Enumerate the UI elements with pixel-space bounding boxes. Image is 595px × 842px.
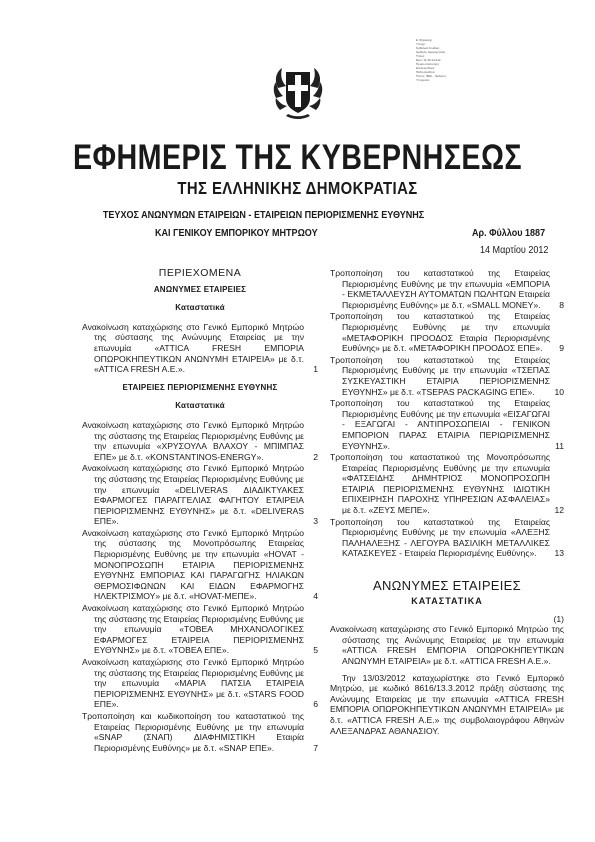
entry-text: Ανακοίνωση καταχώρισης στο Γενικό Εμπορικό Μητρώο της σύστασης της Μονοπρόσωπης Εταιρείας Περιορισμένης Ευθύνης με την επωνυμία «HOVAT - ΜΟΝΟΠΡΟΣΩΠΗ ΕΤΑΙΡΙΑ ΠΕΡΙΟΡΙΣΜΕΝΗΣ ΕΥΘΥΝΗΣ ΕΜΠΟΡΙΑΣ ΚΑΙ ΠΑΡΑΓΩΓΗΣ ΗΛΙΑΚΩΝ ΘΕΡΜΟΣΙΦΩΝΩΝ ΚΑΙ ΕΙΔΩΝ ΕΦΑΡΜΟΓΗΣ ΗΛΕΚΤΡΙΣΜΟΥ» με δ.τ. «HOVAT-ΜΕΠΕ». xyxy=(82,527,304,602)
notice-number: (1) xyxy=(553,614,564,625)
contents-entry[interactable] xyxy=(330,268,564,310)
entry-page-number: 2 xyxy=(313,451,318,462)
contents-entry[interactable] xyxy=(82,711,318,753)
signature-line: Προσωποποίηση: xyxy=(416,62,440,66)
signature-line: Τίτλος: xyxy=(416,54,426,58)
issue-type-line-1: ΤΕΥΧΟΣ ΑΝΩΝΥΜΩΝ ΕΤΑΙΡΕΙΩΝ - ΕΤΑΙΡΕΙΩΝ ΠΕΡΙΟΡΙΣΜΕΝΗΣ ΕΥΘΥΝΗΣ xyxy=(102,209,425,221)
issue-type-line-2: ΚΑΙ ΓΕΝΙΚΟΥ ΕΜΠΟΡΙΚΟΥ ΜΗΤΡΩΟΥ xyxy=(155,227,318,239)
contents-entry[interactable] xyxy=(330,452,564,516)
entry-text: Τροποποίηση και κωδικοποίηση του καταστατικού της Εταιρείας Περιορισμένης Ευθύνης με την επωνυμία «SNAP (ΣΝΑΠ) ΔΙΑΦΗΜΙΣΤΙΚΗ Εταιρία Περιορισμένης Ευθύνης» με δ.τ. «SNAP ΕΠΕ». xyxy=(82,710,304,753)
signature-line: Ώρα: 11:30:14 Ε.Ε. xyxy=(416,58,442,62)
entry-page-number: 4 xyxy=(313,591,318,602)
notice-title: Ανακοίνωση καταχώρισης στο Γενικό Εμπορικό Μητρώο της σύστασης της Ανώνυμης Εταιρείας με την επωνυμία «ATTICA FRESH ΕΜΠΟΡΙΑ ΟΠΩΡΟΚΗΠΕΥΤΙΚΩΝ ΑΝΩΝΥΜΗ ΕΤΑΙΡΕΙΑ» με δ.τ. «ATTICA FRESH A.E.». xyxy=(330,624,564,666)
entry-text: Τροποποίηση του καταστατικού της Εταιρείας Περιορισμένης Ευθύνης με την επωνυμία «ΜΕΤΑΦΟΡΙΚΗ ΠΡΟΟΔΟΣ Εταιρία Περιορισμένης Ευθύνης» με δ.τ. «ΜΕΤΑΦΟΡΙΚΗ ΠΡΟΟΔΟΣ ΕΠΕ». xyxy=(330,311,550,354)
signature-line: Ε.Ψηφιακής xyxy=(416,38,432,42)
section-heading-ae: ΑΝΩΝΥΜΕΣ ΕΤΑΙΡΕΙΕΣ xyxy=(153,284,247,294)
signature-line: Καθολικό Κωδικό: xyxy=(416,46,440,50)
contents-entry[interactable] xyxy=(330,311,564,353)
entry-page-number: 8 xyxy=(559,299,564,310)
signature-line: Επικυρώθηκε: xyxy=(416,66,435,70)
contents-entry[interactable] xyxy=(330,398,564,451)
entry-page-number: 5 xyxy=(313,645,318,656)
contents-entry[interactable] xyxy=(82,603,318,656)
entry-text: Τροποποίηση του καταστατικού της Εταιρείας Περιορισμένης Ευθύνης με την επωνυμία «ΤΣΕΠΑΣ ΣΥΣΚΕΥΑΣΤΙΚΗ ΕΤΑΙΡΙΑ ΠΕΡΙΟΡΙΣΜΕΝΗΣ ΕΥΘΥΝΗΣ» με δ.τ. «TSEPAS PACKAGING ΕΠΕ». xyxy=(330,354,550,397)
contents-entry[interactable] xyxy=(330,355,564,397)
contents-entry[interactable] xyxy=(82,322,318,375)
entry-text: Τροποποίηση του καταστατικού της Εταιρείας Περιορισμένης Ευθύνης με την επωνυμία «ΕΙΣΑΓΩΓΑΙ - ΕΞΑΓΩΓΑΙ - ΑΝΤΙΠΡΟΣΩΠΕΙΑΙ - ΓΕΝΙΚΟΝ ΕΜΠΟΡΙΟΝ ΠΑΡΑΣ ΕΤΑΙΡΙΑ ΠΕΡΙΩΡΙΣΜΕΝΗΣ ΕΥΘΥΝΗΣ». xyxy=(330,398,550,451)
entry-page-number: 11 xyxy=(555,440,564,451)
entry-text: Τροποποίηση του καταστατικού της Εταιρείας Περιορισμένης Ευθύνης με την επωνυμία «ΕΜΠΟΡΙΑ - ΕΚΜΕΤΑΛΛΕΥΣΗ ΑΥΤΟΜΑΤΩΝ ΠΩΛΗΤΩΝ Εταιρεία Περιορισμένης Ευθύνης» με δ.τ. «SMALL MONEY». xyxy=(330,268,550,310)
entry-page-number: 13 xyxy=(554,548,564,559)
sheet-number: Αρ. Φύλλου 1887 xyxy=(472,227,546,239)
gazette-title: ΕΦΗΜΕΡΙΣ ΤΗΣ ΚΥΒΕΡΝΗΣΕΩΣ xyxy=(72,138,523,177)
entry-page-number: 6 xyxy=(313,699,318,710)
subsection-heading-statutes: Καταστατικά xyxy=(175,401,225,411)
entry-text: Ανακοίνωση καταχώρισης στο Γενικό Εμπορικό Μητρώο της σύστασης της Εταιρείας Περιορισμένης Ευθύνης με την επωνυμία «ΤΟΒΕΑ ΜΗΧΑΝΟΛΟΓΙΚΕΣ ΕΦΑΡΜΟΓΕΣ ΕΤΑΙΡΕΙΑ ΠΕΡΙΟΡΙΣΜΕΝΗΣ ΕΥΘΥΝΗΣ» με δ.τ. «ΤΟΒΕΑ ΕΠΕ». xyxy=(82,603,304,656)
digital-signature-info xyxy=(416,38,476,82)
entry-page-number: 12 xyxy=(554,505,564,516)
entry-text: Τροποποίηση του καταστατικού της Μονοπρόσωπης Εταιρείας Περιορισμένης Ευθύνης με την επωνυμία «ΦΑΤΣΕΙΔΗΣ ΔΗΜΗΤΡΙΟΣ ΜΟΝΟΠΡΟΣΩΠΗ ΕΤΑΙΡΙΑ ΠΕΡΙΟΡΙΣΜΕΝΗΣ ΕΥΘΥΝΗΣ ΙΔΙΩΤΙΚΗ ΕΠΙΧΕΙΡΗΣΗ ΠΑΡΟΧΗΣ ΥΠΗΡΕΣΙΩΝ ΑΣΦΑΛΕΙΑΣ» με δ.τ. «ΖΕΥΣ ΜΕΠΕ». xyxy=(330,452,550,516)
entry-page-number: 9 xyxy=(559,343,564,354)
section-subheading: ΚΑΤΑΣΤΑΤΙΚΑ xyxy=(411,595,483,606)
notice-body: Την 13/03/2012 καταχωρίστηκε στο Γενικό Εμπορικό Μητρώο, με κωδικό 8616/13.3.2012 πράξη σύστασης της Ανώνυμης Εταιρείας με την επωνυμία «ATTICA FRESH ΕΜΠΟΡΙΑ ΟΠΩΡΟΚΗΠΕΥΤΙΚΩΝ ΑΝΩΝΥΜΗ ΕΤΑΙΡΕΙΑ» με δ.τ. «ATTICA FRESH A.E.» της συμβολαιογράφου Αθηνών ΑΛΕΞΑΝΔΡΑΣ ΑΘΑΝΑΣΙΟΥ. xyxy=(330,672,564,736)
entry-text: Ανακοίνωση καταχώρισης στο Γενικό Εμπορικό Μητρώο της σύστασης της Εταιρείας Περιορισμένης Ευθύνης με την επωνυμία «ΧΡΥΣΟΥΛΑ ΒΛΑΧΟΥ - ΜΠΙΜΠΑΣ ΕΠΕ» με δ.τ. «KONSTANTINOS-ENERGY». xyxy=(82,419,304,462)
issue-date: 14 Μαρτίου 2012 xyxy=(480,244,549,256)
greek-coat-of-arms-icon xyxy=(272,58,324,124)
signature-line: Τύπος: ΦΕΚ - Έκδοση: xyxy=(416,74,447,78)
entry-page-number: 3 xyxy=(313,516,318,527)
contents-column-left xyxy=(82,266,318,754)
gazette-subtitle: ΤΗΣ ΕΛΛΗΝΙΚΗΣ ΔΗΜΟΚΡΑΤΙΑΣ xyxy=(177,178,418,198)
section-heading: ΑΝΩΝΥΜΕΣ ΕΤΑΙΡΕΙΕΣ xyxy=(373,578,521,594)
entry-text: Ανακοίνωση καταχώρισης στο Γενικό Εμπορικό Μητρώο της σύστασης της Εταιρείας Περιορισμένης Ευθύνης με την επωνυμία «ΜΑΡΙΑ ΠΑΤΣΙΑ ΕΤΑΙΡΕΙΑ ΠΕΡΙΟΡΙΣΜΕΝΗΣ ΕΥΘΥΝΗΣ» με δ.τ. «STARS FOOD ΕΠΕ». xyxy=(82,657,304,710)
signature-line: Υπηρεσία: xyxy=(416,78,430,82)
contents-heading: ΠΕΡΙΕΧΟΜΕΝΑ xyxy=(158,267,242,279)
contents-entry[interactable] xyxy=(82,657,318,710)
contents-column-right xyxy=(330,268,564,736)
signature-line: Πεδίο Αγαθού: xyxy=(416,70,436,74)
contents-entry[interactable] xyxy=(82,528,318,602)
contents-entry[interactable] xyxy=(82,420,318,462)
entry-page-number: 7 xyxy=(313,742,318,753)
subsection-heading-statutes: Καταστατικά xyxy=(175,303,225,313)
entry-page-number: 1 xyxy=(313,364,318,375)
contents-entry[interactable] xyxy=(82,463,318,527)
signature-line: Υπογρ. xyxy=(416,42,426,46)
entry-text: Τροποποίηση του καταστατικού της Εταιρείας Περιορισμένης Ευθύνης με την επωνυμία «ΑΛΕΞΗΣ ΠΑΛΗΑΛΕΞΗΣ - ΛΕΓΟΥΡΑ ΒΑΣΙΛΙΚΗ ΜΕΤΑΛΛΙΚΕΣ ΚΑΤΑΣΚΕΥΕΣ - Εταιρεία Περιορισμένης Ευθύνης». xyxy=(330,516,550,559)
entry-text: Ανακοίνωση καταχώρισης στο Γενικό Εμπορικό Μητρώο της σύστασης της Ανώνυμης Εταιρείας με την επωνυμία «ATTICA FRESH ΕΜΠΟΡΙΑ ΟΠΩΡΟΚΗΠΕΥΤΙΚΩΝ ΑΝΩΝΥΜΗ ΕΤΑΙΡΕΙΑ» με δ.τ. «ATTICA FRESH A.E.». xyxy=(82,321,304,375)
signature-line: Αριθμός Ημερομηνίας: xyxy=(416,50,446,54)
section-heading-epe: ΕΤΑΙΡΕΙΕΣ ΠΕΡΙΟΡΙΣΜΕΝΗΣ ΕΥΘΥΝΗΣ xyxy=(122,382,278,392)
entry-page-number: 10 xyxy=(554,386,564,397)
entry-text: Ανακοίνωση καταχώρισης στο Γενικό Εμπορικό Μητρώο της σύστασης της Εταιρείας Περιορισμένης Ευθύνης με την επωνυμία «DELIVERAS ΔΙΑΔΙΚΤΥΑΚΕΣ ΕΦΑΡΜΟΓΕΣ ΠΑΡΑΓΓΕΛΙΑΣ ΦΑΓΗΤΟΥ ΕΤΑΙΡΕΙΑ ΠΕΡΙΟΡΙΣΜΕΝΗΣ ΕΥΘΥΝΗΣ» με δ.τ. «DELIVERAS ΕΠΕ». xyxy=(82,463,304,527)
contents-entry[interactable] xyxy=(330,517,564,559)
